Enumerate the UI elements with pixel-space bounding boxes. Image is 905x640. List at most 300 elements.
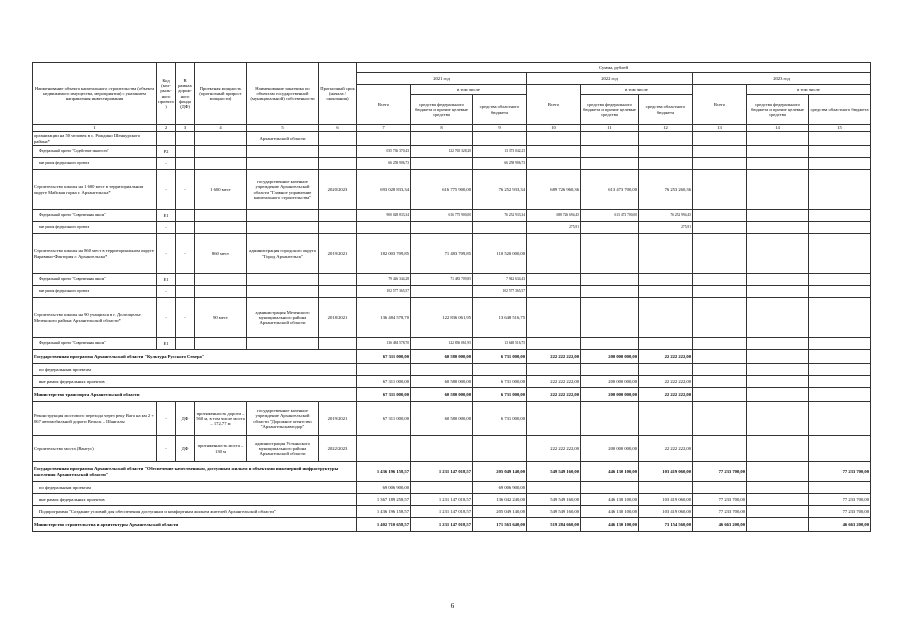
cell-v10 xyxy=(527,274,581,286)
cell-c5 xyxy=(247,158,319,170)
cell-c5: государственное казенное учреждение Архангельской области "Главное управление капитального строительства" xyxy=(247,170,319,210)
cell-v10: 549 549 160,00 xyxy=(527,462,581,482)
cell-v15 xyxy=(809,298,871,338)
colnum: 1 xyxy=(33,125,157,132)
cell-v13 xyxy=(693,132,747,146)
cell-c2: Е1 xyxy=(157,274,176,286)
cell-v8: 1 231 147 018,57 xyxy=(411,518,473,532)
cell-c2: Е1 xyxy=(157,210,176,222)
cell-c5 xyxy=(247,286,319,298)
cell-v10 xyxy=(527,338,581,350)
cell-c6 xyxy=(319,158,357,170)
cell-c2: - xyxy=(157,286,176,298)
cell-c4 xyxy=(195,158,247,170)
cell-c1: Государственная программа Архангельской области "Культура Русского Севера" xyxy=(33,350,357,364)
cell-v11 xyxy=(581,132,639,146)
header-sum: Сумма, рублей xyxy=(357,63,871,73)
cell-v7: 035 736 370,43 xyxy=(357,146,411,158)
cell-v15 xyxy=(809,482,871,494)
cell-v11: 446 130 100,00 xyxy=(581,506,639,518)
cell-v14 xyxy=(747,210,809,222)
cell-v13 xyxy=(693,402,747,436)
cell-c1: Министерство строительства и архитектуры Архангельской области xyxy=(33,518,357,532)
table-row xyxy=(33,210,871,222)
cell-v15: 46 663 200,00 xyxy=(809,518,871,532)
cell-c4 xyxy=(195,222,247,234)
cell-v7: 1 436 196 158,57 xyxy=(357,462,411,482)
table-row xyxy=(33,506,871,518)
cell-v10: 519 284 660,00 xyxy=(527,518,581,532)
colnum: 9 xyxy=(473,125,527,132)
cell-v10: 222 222 222,00 xyxy=(527,376,581,388)
table-row xyxy=(33,298,871,338)
table-row xyxy=(33,146,871,158)
cell-v9: 110 520 000,00 xyxy=(473,234,527,274)
cell-v8 xyxy=(411,158,473,170)
cell-v15 xyxy=(809,338,871,350)
cell-v7: 900 028 833,34 xyxy=(357,210,411,222)
cell-v15 xyxy=(809,402,871,436)
cell-v13: 46 663 200,00 xyxy=(693,518,747,532)
header-year-2022: 2022 год xyxy=(527,73,693,85)
cell-c4: 90 мест xyxy=(195,298,247,338)
cell-v13 xyxy=(693,286,747,298)
cell-v14 xyxy=(747,388,809,402)
cell-c5 xyxy=(247,210,319,222)
cell-v14 xyxy=(747,222,809,234)
cell-v8: 60 580 000,00 xyxy=(411,402,473,436)
cell-c1: Строительство школы на 860 мест в территориальном округе Варавино-Фактория г. Архангельска* xyxy=(33,234,157,274)
cell-v7: 102 577 365,57 xyxy=(357,286,411,298)
cell-c2 xyxy=(157,132,176,146)
cell-v10 xyxy=(527,146,581,158)
header-incl-2023: в том числе xyxy=(747,85,871,95)
cell-v9: 69 006 900,00 xyxy=(473,482,527,494)
cell-v14 xyxy=(747,286,809,298)
cell-v12: 22 222 222,00 xyxy=(639,350,693,364)
cell-v14 xyxy=(747,132,809,146)
cell-c5 xyxy=(247,274,319,286)
cell-c2: - xyxy=(157,436,176,462)
cell-v8: 616 775 900,00 xyxy=(411,170,473,210)
header-total-2023: Всего xyxy=(693,85,747,125)
table-row xyxy=(33,462,871,482)
cell-c5 xyxy=(247,146,319,158)
cell-v15 xyxy=(809,222,871,234)
cell-v7 xyxy=(357,132,411,146)
cell-v9: 102 577 365,57 xyxy=(473,286,527,298)
cell-v15 xyxy=(809,286,871,298)
table-row xyxy=(33,286,871,298)
cell-v10: 688 726 694,45 xyxy=(527,210,581,222)
cell-c5: администрация городского округа "Город Архангельск" xyxy=(247,234,319,274)
table-row xyxy=(33,376,871,388)
header-year-2021: 2021 год xyxy=(357,73,527,85)
cell-v12: 103 419 060,00 xyxy=(639,494,693,506)
colnum: 14 xyxy=(747,125,809,132)
cell-v8: 71 483 709,85 xyxy=(411,274,473,286)
colnum: 11 xyxy=(581,125,639,132)
header-total-2022: Всего xyxy=(527,85,581,125)
colnum: 2 xyxy=(157,125,176,132)
cell-c3 xyxy=(176,210,195,222)
header-project-code: Код (кол-рыль-ного проекта) xyxy=(157,63,176,125)
cell-v14 xyxy=(747,146,809,158)
cell-v11 xyxy=(581,158,639,170)
header-period: Прогнозный срок (начала / окончания) xyxy=(319,63,357,125)
cell-v7 xyxy=(357,364,411,376)
cell-c1: вне рамок федеральных проектов xyxy=(33,494,357,506)
cell-c1: Федеральный проект "Современная школа" xyxy=(33,274,157,286)
cell-v11: 613 473 700,00 xyxy=(581,210,639,222)
cell-v14 xyxy=(747,274,809,286)
cell-c3 xyxy=(176,132,195,146)
table-row xyxy=(33,402,871,436)
cell-v13 xyxy=(693,350,747,364)
cell-v9 xyxy=(473,222,527,234)
cell-v8 xyxy=(411,364,473,376)
cell-v9: 171 563 640,00 xyxy=(473,518,527,532)
cell-c4: протяженность моста – 130 м xyxy=(195,436,247,462)
cell-c6 xyxy=(319,338,357,350)
cell-v7: 136 484 578,70 xyxy=(357,298,411,338)
cell-v10 xyxy=(527,298,581,338)
cell-c5: администрация Мезенского муниципального района Архангельской области xyxy=(247,298,319,338)
cell-c1: Строительство моста (Вантус) xyxy=(33,436,157,462)
cell-v8: 122 836 061,95 xyxy=(411,298,473,338)
cell-v7: 67 311 000,00 xyxy=(357,376,411,388)
cell-v12 xyxy=(639,146,693,158)
header-road-fund: В рамках дорож-ного фонда (ДФ) xyxy=(176,63,195,125)
cell-c2: - xyxy=(157,298,176,338)
page-number: 6 xyxy=(450,602,455,610)
cell-c6: 2018/2021 xyxy=(319,298,357,338)
colnum: 12 xyxy=(639,125,693,132)
cell-v9 xyxy=(473,436,527,462)
cell-v12: 275,91 xyxy=(639,222,693,234)
cell-v9: 205 049 140,00 xyxy=(473,462,527,482)
cell-v9: 76 252 933,34 xyxy=(473,170,527,210)
cell-v9: 136 042 240,00 xyxy=(473,494,527,506)
cell-v10 xyxy=(527,234,581,274)
cell-v15 xyxy=(809,376,871,388)
cell-v13 xyxy=(693,274,747,286)
table-row xyxy=(33,234,871,274)
cell-c6 xyxy=(319,146,357,158)
cell-c5 xyxy=(247,338,319,350)
cell-c3 xyxy=(176,222,195,234)
cell-c2: - xyxy=(157,170,176,210)
cell-v7: 693 028 833,34 xyxy=(357,170,411,210)
cell-v11 xyxy=(581,222,639,234)
colnum: 3 xyxy=(176,125,195,132)
cell-v11 xyxy=(581,146,639,158)
cell-c5: администрация Устьянского муниципального района Архангельской области xyxy=(247,436,319,462)
cell-v11: 200 000 000,00 xyxy=(581,388,639,402)
column-numbers-row xyxy=(33,125,871,132)
cell-v9: 6 731 000,00 xyxy=(473,388,527,402)
cell-v9: 7 942 634,43 xyxy=(473,274,527,286)
cell-c6: 2022/2023 xyxy=(319,436,357,462)
cell-c1: вне рамок федерального проекта xyxy=(33,158,157,170)
cell-v13 xyxy=(693,388,747,402)
cell-v14 xyxy=(747,234,809,274)
header-reg-2023: средства областного бюджета xyxy=(809,95,871,125)
cell-v9: 13 648 516,75 xyxy=(473,298,527,338)
cell-c1: Реконструкция мостового перехода через реку Вага на км 2 + 067 автомобильной дороги Вельск – Шангалы xyxy=(33,402,157,436)
cell-v13 xyxy=(693,376,747,388)
cell-c6 xyxy=(319,274,357,286)
cell-v12 xyxy=(639,298,693,338)
cell-v11 xyxy=(581,402,639,436)
cell-v11: 613 473 700,00 xyxy=(581,170,639,210)
cell-v7: 66 258 906,73 xyxy=(357,158,411,170)
cell-v11 xyxy=(581,298,639,338)
cell-c3 xyxy=(176,338,195,350)
cell-v14 xyxy=(747,436,809,462)
cell-c2: - xyxy=(157,402,176,436)
cell-v9: 13 648 516,75 xyxy=(473,338,527,350)
cell-c3 xyxy=(176,274,195,286)
cell-v14 xyxy=(747,494,809,506)
cell-v15: 77 233 700,00 xyxy=(809,506,871,518)
cell-c1: Министерство транспорта Архангельской области xyxy=(33,388,357,402)
cell-v14 xyxy=(747,482,809,494)
table-row xyxy=(33,364,871,376)
table-row xyxy=(33,518,871,532)
cell-v12 xyxy=(639,364,693,376)
cell-v10 xyxy=(527,482,581,494)
cell-v10 xyxy=(527,286,581,298)
cell-v12 xyxy=(639,234,693,274)
cell-v10: 549 549 160,00 xyxy=(527,494,581,506)
cell-v14 xyxy=(747,364,809,376)
cell-v7 xyxy=(357,436,411,462)
cell-v11 xyxy=(581,338,639,350)
cell-c2: - xyxy=(157,222,176,234)
cell-v15 xyxy=(809,388,871,402)
table-row xyxy=(33,170,871,210)
cell-v8: 1 231 147 018,57 xyxy=(411,506,473,518)
cell-v15 xyxy=(809,210,871,222)
cell-v11: 200 000 000,00 xyxy=(581,436,639,462)
cell-v8: 122 765 328,20 xyxy=(411,146,473,158)
header-fed-2021: средства федерального бюджета и прочие целевые средства xyxy=(411,95,473,125)
table-row xyxy=(33,350,871,364)
cell-v7 xyxy=(357,222,411,234)
cell-c3 xyxy=(176,158,195,170)
cell-c3: - xyxy=(176,234,195,274)
cell-v15 xyxy=(809,350,871,364)
cell-c1: вне рамок федерального проекта xyxy=(33,222,157,234)
cell-v8 xyxy=(411,222,473,234)
cell-c4 xyxy=(195,338,247,350)
cell-c4: 1 600 мест xyxy=(195,170,247,210)
colnum: 10 xyxy=(527,125,581,132)
cell-v12 xyxy=(639,158,693,170)
cell-c4 xyxy=(195,146,247,158)
cell-c3: ДФ xyxy=(176,436,195,462)
cell-c1: по федеральным проектам xyxy=(33,482,357,494)
cell-v9: 205 049 140,00 xyxy=(473,506,527,518)
cell-v13 xyxy=(693,364,747,376)
cell-v14 xyxy=(747,518,809,532)
cell-c4 xyxy=(195,132,247,146)
cell-v12: 73 154 560,00 xyxy=(639,518,693,532)
cell-v13 xyxy=(693,170,747,210)
cell-v15 xyxy=(809,364,871,376)
cell-v10: 222 222 222,00 xyxy=(527,350,581,364)
cell-c1: Строительство школы на 1 600 мест в территориальном округе Майская горка г. Архангельска* xyxy=(33,170,157,210)
cell-v7: 136 484 578,70 xyxy=(357,338,411,350)
cell-v9: 66 258 906,73 xyxy=(473,158,527,170)
cell-v13: 77 233 700,00 xyxy=(693,494,747,506)
cell-v14 xyxy=(747,350,809,364)
cell-c1: Строительство школы на 90 учащихся в г. Долгощелье Мезенского района Архангельской области* xyxy=(33,298,157,338)
cell-v8 xyxy=(411,286,473,298)
cell-v7: 1 367 189 258,57 xyxy=(357,494,411,506)
cell-v12: 76 252 994,45 xyxy=(639,210,693,222)
cell-v8: 616 775 900,00 xyxy=(411,210,473,222)
header-year-2023: 2023 год xyxy=(693,73,871,85)
cell-v12: 22 222 222,00 xyxy=(639,376,693,388)
cell-v13: 77 233 700,00 xyxy=(693,506,747,518)
cell-c1: вне рамок федерального проекта xyxy=(33,286,157,298)
cell-c1: Государственная программа Архангельской области "Обеспечение качественным, доступным жильем и объектами инженерной инфраструктуры населения Архангельской области" xyxy=(33,462,357,482)
cell-v15 xyxy=(809,436,871,462)
cell-c1: организации на 50 человек в с. Рождино Шенкурского района* xyxy=(33,132,157,146)
cell-v13 xyxy=(693,234,747,274)
cell-c6: 2019/2021 xyxy=(319,402,357,436)
cell-v7: 1 402 710 658,57 xyxy=(357,518,411,532)
colnum: 8 xyxy=(411,125,473,132)
cell-v8 xyxy=(411,482,473,494)
cell-c5 xyxy=(247,222,319,234)
cell-v10: 222 222 222,00 xyxy=(527,388,581,402)
cell-c3 xyxy=(176,286,195,298)
cell-v13 xyxy=(693,338,747,350)
cell-v15 xyxy=(809,170,871,210)
cell-v10: 275,91 xyxy=(527,222,581,234)
cell-v12: 22 222 222,00 xyxy=(639,388,693,402)
cell-c4: 860 мест xyxy=(195,234,247,274)
cell-v12 xyxy=(639,132,693,146)
header-total-2021: Всего xyxy=(357,85,411,125)
cell-v8: 71 483 709,85 xyxy=(411,234,473,274)
cell-v8 xyxy=(411,132,473,146)
cell-v11: 446 130 100,00 xyxy=(581,494,639,506)
cell-v13 xyxy=(693,210,747,222)
cell-v8: 60 580 000,00 xyxy=(411,388,473,402)
cell-v11: 200 000 000,00 xyxy=(581,350,639,364)
cell-c6 xyxy=(319,210,357,222)
table-row xyxy=(33,482,871,494)
table-row xyxy=(33,494,871,506)
cell-v10: 689 726 960,36 xyxy=(527,170,581,210)
cell-v8: 60 580 000,00 xyxy=(411,376,473,388)
cell-v10: 549 549 160,00 xyxy=(527,506,581,518)
header-incl-2022: в том числе xyxy=(581,85,693,95)
header-fed-2023: средства федерального бюджета и прочие целевые средства xyxy=(747,95,809,125)
cell-v11 xyxy=(581,364,639,376)
cell-v11: 446 130 100,00 xyxy=(581,518,639,532)
cell-c4 xyxy=(195,286,247,298)
colnum: 5 xyxy=(247,125,319,132)
cell-v15 xyxy=(809,234,871,274)
cell-v15 xyxy=(809,274,871,286)
cell-v11 xyxy=(581,286,639,298)
cell-c1: вне рамок федеральных проектов xyxy=(33,376,357,388)
cell-v10 xyxy=(527,364,581,376)
cell-c3: - xyxy=(176,298,195,338)
cell-v12: 103 419 060,00 xyxy=(639,462,693,482)
cell-c1: Федеральный проект "Современная школа" xyxy=(33,210,157,222)
cell-v12 xyxy=(639,274,693,286)
cell-c4 xyxy=(195,274,247,286)
cell-v9: 76 252 933,34 xyxy=(473,210,527,222)
cell-c4 xyxy=(195,210,247,222)
cell-v13: 77 233 700,00 xyxy=(693,462,747,482)
cell-v14 xyxy=(747,506,809,518)
table-row xyxy=(33,132,871,146)
cell-v13 xyxy=(693,298,747,338)
cell-c1: Федеральный проект "Содействие занятости" xyxy=(33,146,157,158)
cell-v11 xyxy=(581,274,639,286)
cell-c6 xyxy=(319,286,357,298)
cell-v10: 222 222 222,00 xyxy=(527,436,581,462)
cell-v12 xyxy=(639,286,693,298)
cell-c5: государственное казенное учреждение Архангельской области "Дорожное агентство "Архангельскавтодор" xyxy=(247,402,319,436)
cell-v8: 122 836 061,95 xyxy=(411,338,473,350)
cell-c6 xyxy=(319,222,357,234)
header-capacity: Проектная мощность (прогнозный прирост мощности) xyxy=(195,63,247,125)
cell-c6 xyxy=(319,132,357,146)
cell-v11: 200 000 000,00 xyxy=(581,376,639,388)
cell-v14 xyxy=(747,338,809,350)
cell-v10 xyxy=(527,158,581,170)
cell-v14 xyxy=(747,158,809,170)
cell-v8 xyxy=(411,436,473,462)
colnum: 6 xyxy=(319,125,357,132)
header-incl-2021: в том числе xyxy=(411,85,527,95)
cell-v10 xyxy=(527,132,581,146)
cell-c1: Подпрограмма "Создание условий для обеспечения доступным и комфортным жильем жителей Архангельской области" xyxy=(33,506,357,518)
cell-v12 xyxy=(639,402,693,436)
header-customer: Наименование заказчика по объектам государственной (муниципальной) собственности xyxy=(247,63,319,125)
cell-c6: 2019/2021 xyxy=(319,234,357,274)
cell-c3: - xyxy=(176,170,195,210)
cell-v15: 77 233 700,00 xyxy=(809,494,871,506)
cell-c2: Е1 xyxy=(157,338,176,350)
cell-v15 xyxy=(809,146,871,158)
cell-v14 xyxy=(747,298,809,338)
table-row xyxy=(33,436,871,462)
cell-c3 xyxy=(176,146,195,158)
header-reg-2022: средства областного бюджета xyxy=(639,95,693,125)
cell-v9 xyxy=(473,364,527,376)
cell-v7: 79 426 344,28 xyxy=(357,274,411,286)
cell-v9: 13 373 042,23 xyxy=(473,146,527,158)
cell-v13 xyxy=(693,482,747,494)
cell-v14 xyxy=(747,376,809,388)
cell-v14 xyxy=(747,170,809,210)
table-row xyxy=(33,158,871,170)
colnum: 15 xyxy=(809,125,871,132)
table-row xyxy=(33,222,871,234)
cell-c1: Федеральный проект "Современная школа" xyxy=(33,338,157,350)
cell-v7: 67 311 000,00 xyxy=(357,388,411,402)
cell-v12 xyxy=(639,338,693,350)
